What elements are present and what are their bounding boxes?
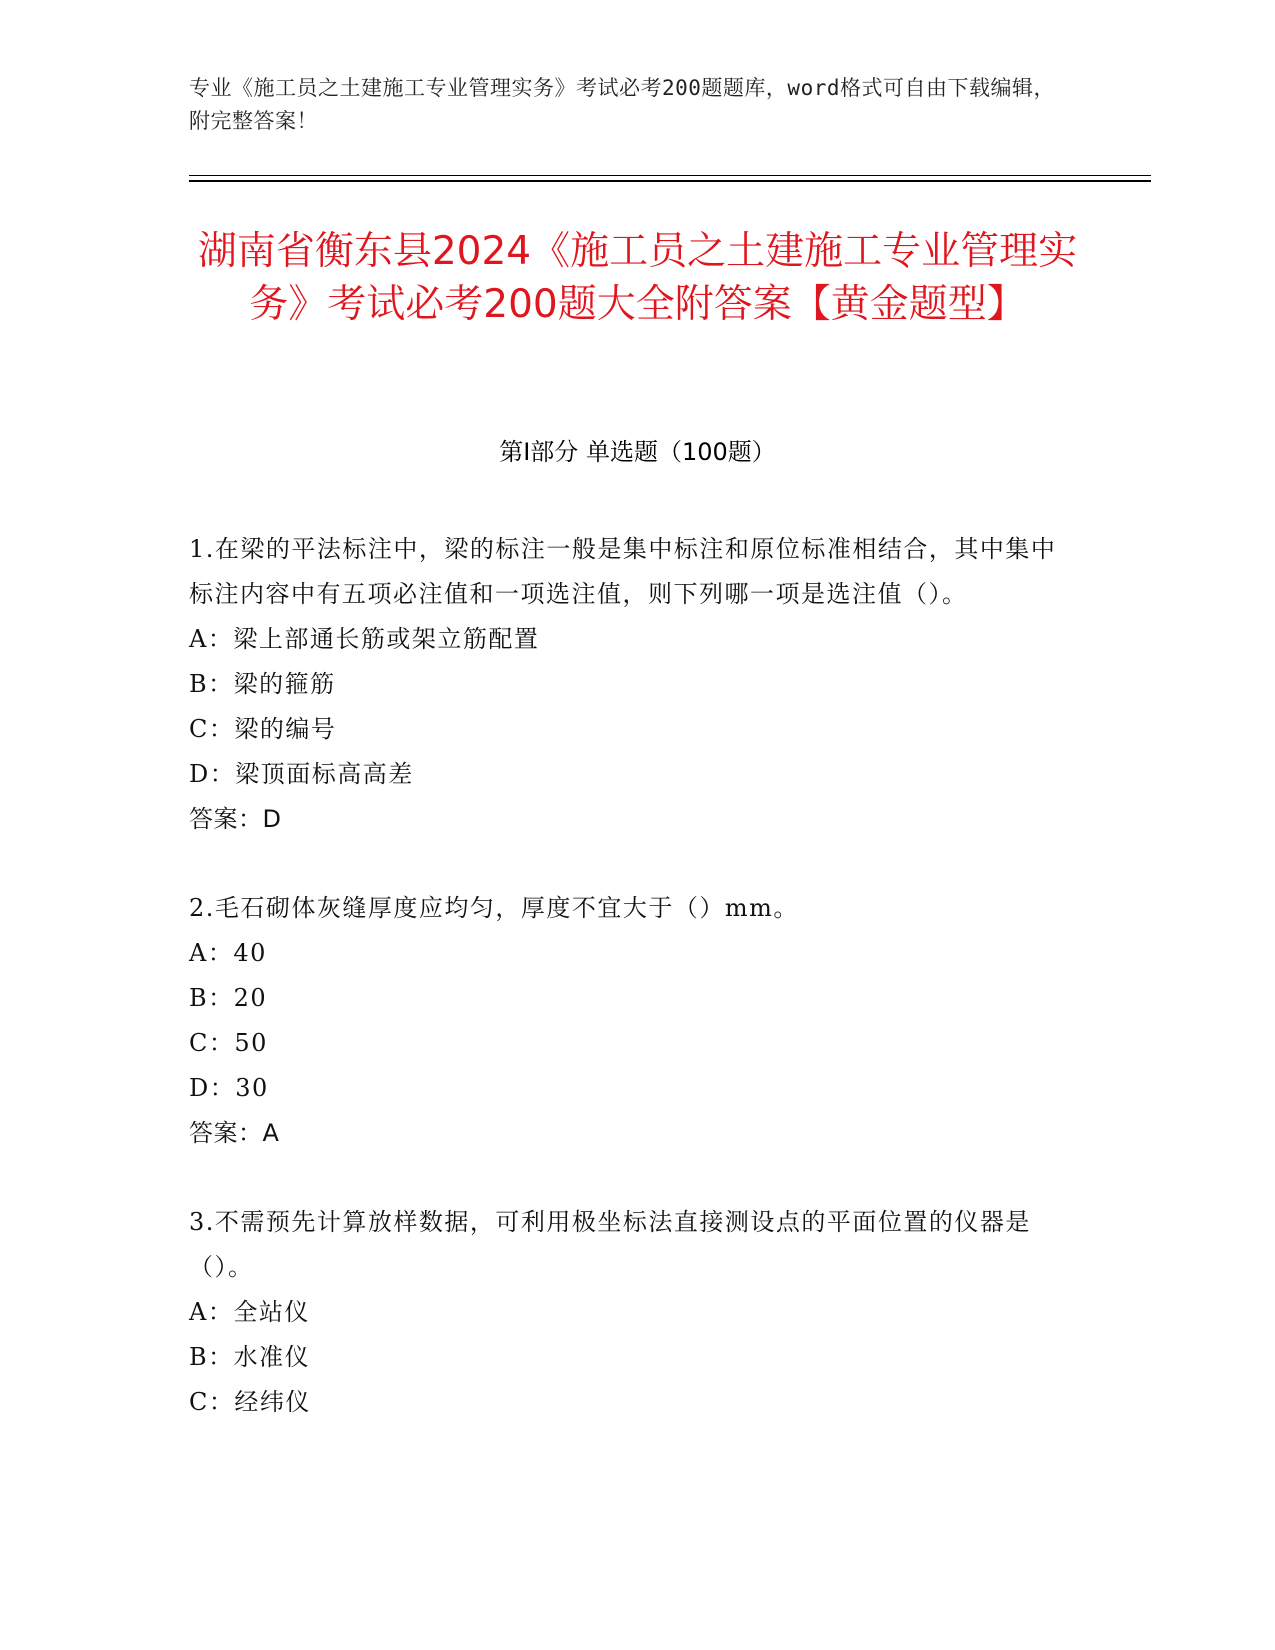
question-stem: 1.在梁的平法标注中，梁的标注一般是集中标注和原位标准相结合，其中集中标注内容中有五项必注值和一项选注值，则下列哪一项是选注值（）。 [189, 535, 1057, 608]
option-d: D：30 [189, 1074, 269, 1102]
option-a: A：全站仪 [189, 1298, 310, 1326]
question-list [189, 527, 1069, 1469]
answer-line: 答案：D [189, 805, 282, 833]
option-c: C：50 [189, 1029, 268, 1057]
option-a: A：梁上部通长筋或架立筋配置 [189, 625, 540, 653]
document-title: 湖南省衡东县2024《施工员之土建施工专业管理实务》考试必考200题大全附答案【黄金题型】 [197, 229, 1078, 327]
option-b: B：水准仪 [189, 1343, 311, 1371]
header-divider-thick [189, 180, 1151, 182]
header-divider-thin [189, 175, 1151, 176]
question-2 [189, 886, 1069, 1156]
question-stem: 2.毛石砌体灰缝厚度应均匀，厚度不宜大于（）mm。 [189, 894, 799, 922]
question-3 [189, 1200, 1069, 1425]
question-stem: 3.不需预先计算放样数据，可利用极坐标法直接测设点的平面位置的仪器是（）。 [189, 1208, 1031, 1281]
option-c: C：经纬仪 [189, 1388, 311, 1416]
answer-line: 答案：A [189, 1119, 280, 1147]
option-a: A：40 [189, 939, 267, 967]
question-1 [189, 527, 1069, 842]
option-d: D：梁顶面标高高差 [189, 760, 414, 788]
section-title: 第Ⅰ部分 单选题（100题） [499, 438, 776, 466]
option-b: B：梁的箍筋 [189, 670, 336, 698]
option-c: C：梁的编号 [189, 715, 337, 743]
header-note: 专业《施工员之土建施工专业管理实务》考试必考200题题库，word格式可自由下载编辑，附完整答案！ [189, 76, 1055, 133]
option-b: B：20 [189, 984, 268, 1012]
